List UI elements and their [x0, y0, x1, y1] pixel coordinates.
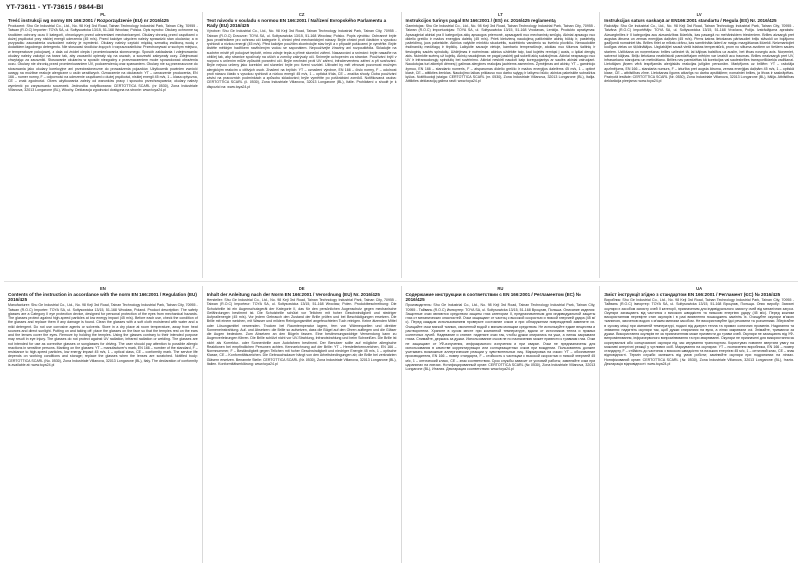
- section-lt: [401, 12, 600, 278]
- section-body: Producent: Shu Ge Industrial Co., Ltd., No. 98 Keji 3rd Road, Tainan Technology Industrial Park, Tainan City, 70955 - Taiwan (R.O.C) Importer: TOYA SA, ul. Sołtysowicka 13/15, 51-168 Wrocław, Polska. Opis wyrobu: Okulary ochronne są środkiem ochrony oczu II kategorii, chroniącym przed uderzeniami mechanicznymi. Okulary chronią przed cząstkami o dużej prędkości przy niskiej energii uderzenia (45 m/s). Przed każdym użyciem należy sprawdzić stan okularów, a w przypadku zauważenia uszkodzeń należy je wymienić. Okulary należy czyścić miękką szmatką zwilżoną wodą z dodatkiem łagodnego detergentu. Nie stosować środków żrących i rozpuszczalników. Przechowywać w suchym miejscu, w temperaturze pokojowej, z dala od źródeł ciepła i promieniowania słonecznego. Sposób zakładania i zdejmowania: okulary należy założyć na twarz tak, aby zauszniki opierały się na uszach, a soczewki zakrywały oczy. Zdejmować chwytając za zauszniki. Stosowanie okularów w sposób niezgodny z przeznaczeniem może spowodować obrażenia oczu. Okulary nie chronią przed promieniowaniem UV, podczerwienią oraz spawaniem. Okulary nie są przeznaczone do stosowania jako okulary korekcyjne ani przeciwsłoneczne do prowadzenia pojazdów. Użytkownik powinien zwrócić uwagę na możliwe reakcje alergiczne u osób wrażliwych. Oznaczenie na okularach: YT – oznaczenie producenta, EN 166 – numer normy, F – odporność na uderzenie cząstkami o dużej prędkości, niskiej energii 45 m/s, 1 – klasa optyczna, CE – znak zgodności. Okres użytkowania zależy od warunków pracy i sposobu przechowywania; okulary należy wymienić po zarysowaniu soczewek. Jednostka notyfikowana: CERTOTTICA SCARL (nr 0530), Zona Industriale Villanova, 32013 Longarone (BL), Włochy. Deklaracja zgodności dostępna na stronie: www.toya24.pl: [8, 24, 198, 92]
- language-code: DE: [298, 286, 305, 291]
- section-heading: Text návodu v souladu s normou EN 166:2001 / Nařízení Evropského Parlamentu a Rady (EU) 2016/425: [206, 18, 387, 29]
- language-code: LT: [497, 12, 503, 17]
- section-body: Производитель: Shu Ge Industrial Co., Ltd., No. 98 Keji 3rd Road, Tainan Technology Industrial Park, Tainan City, 70955 - Тайвань (R.O.C) Импортер: TOYA SA, ul. Sołtysowicka 13/15, 51-168 Вроцлав, Польша. Описание изделия: Защитные очки являются средством защиты глаз категории II, предназначенным для индивидуальной защиты глаз от механических опасностей. Очки защищают от частиц с высокой скоростью и низкой энергией удара (45 м/с). Перед каждым использованием проверьте состояние очков и при обнаружении повреждений замените их. Очищайте очки мягкой тканью, смоченной водой с мягким моющим средством. Не используйте едкие вещества и растворители. Храните в сухом месте при комнатной температуре, вдали от источников тепла и прямых солнечных лучей. Надевание и снятие: наденьте очки так, чтобы дужки опирались на уши, а линзы закрывали глаза. Снимайте, держась за дужки. Использование очков не по назначению может привести к травмам глаз. Очки не защищают от УФ-излучения, инфракрасного излучения и при сварке. Очки не предназначены для использования в качестве корректирующих или солнцезащитных очков при вождении. Пользователь должен учитывать возможные аллергические реакции у чувствительных лиц. Маркировка на очках: YT – обозначение производителя, EN 166 – номер стандарта, F – стойкость к частицам с высокой скоростью и низкой энергией 45 м/с, 1 – оптический класс, CE – знак соответствия. Срок службы зависит от условий работы; заменяйте очки при царапинах на линзах. Нотифицированный орган: CERTOTTICA SCARL (№ 0530), Zona Industriale Villanova, 32013 Longarone (BL), Италия. Декларация соответствия: www.toya24.pl: [405, 303, 596, 372]
- row-divider: [4, 281, 798, 282]
- section-de: [202, 286, 401, 563]
- section-heading: Treść instrukcji wg normy EN 166:2001 / Rozporządzenie (EU) nr 2016/425: [8, 18, 169, 23]
- section-heading: Зміст інструкції згідно з стандартом EN 166:2001 / Регламент (ЄС) № 2016/425: [604, 292, 781, 297]
- section-ru: [401, 286, 600, 563]
- section-body: Gamintojas: Shu Ge Industrial Co., Ltd., No. 98 Keji 3rd Road, Tainan Technology Industrial Park, Tainan City, 70955 - Taiwan (R.O.C) Importuotojas: TOYA SA, ul. Sołtysowicka 13/15, 51-168 Vroclavas, Lenkija. Produkto aprašymas: Apsauginiai akiniai yra II kategorijos akių apsaugos priemonė, apsauganti nuo mechaninių smūgių. Akiniai apsaugo nuo didelio greičio ir mažos energijos dalelių (45 m/s). Prieš kiekvieną naudojimą patikrinkite akinių būklę ir, pastebėję pažeidimų, juos pakeiskite. Akinius valykite minkštu skudurėliu, sudrėkintu vandeniu su švelniu plovikliu. Nenaudokite ėsdinančių medžiagų ir tirpiklių. Laikykite sausoje vietoje, kambario temperatūroje, atokiau nuo šilumos šaltinių ir tiesioginių saulės spindulių. Uždėjimas ir nuėmimas: akinius uždėkite taip, kad kojelės remtųsi į ausis, o lęšiai dengtų akis. Nuimkite suėmę už kojelių. Akinių naudojimas ne pagal paskirtį gali sukelti akių sužalojimus. Akiniai neapsaugo nuo UV ir infraraudonųjų spindulių bei suvirinimo. Akiniai neskirti naudoti kaip koreguojantys ar saulės akiniai vairuojant. Naudotojas turi atkreipti dėmesį į galimas alergines reakcijas jautriems asmenims. Žymėjimas ant akinių: YT – gamintojo žymuo, EN 166 – standarto numeris, F – atsparumas didelio greičio ir mažos energijos dalelėms 45 m/s, 1 – optinė klasė, CE – atitikties ženklas. Naudojimo laikas priklauso nuo darbo sąlygų ir laikymo būdo; akinius pakeiskite subraižius lęšius. Notifikuotoji įstaiga: CERTOTTICA SCARL (nr. 0530), Zona Industriale Villanova, 32013 Longarone (BL), Italija. Atitikties deklaraciją galima rasti: www.toya24.pl: [405, 24, 596, 84]
- section-en: [4, 286, 202, 563]
- section-pl: [4, 12, 202, 278]
- language-code: UA: [696, 286, 703, 291]
- language-code: LV: [696, 12, 702, 17]
- section-body: Виробник: Shu Ge Industrial Co., Ltd., No. 98 Keji 3rd Road, Tainan Technology Industrial Park, Tainan City, 70955 - Тайвань (R.O.C) Імпортер: TOYA SA, ul. Sołtysowicka 13/15, 51-168 Вроцлав, Польща. Опис виробу: Захисні окуляри є засобом захисту очей II категорії, призначеним для індивідуального захисту очей від механічних загроз. Окуляри захищають від частинок з високою швидкістю та низькою енергією удару (45 м/с). Перед кожним використанням перевірте стан окулярів і в разі виявлення пошкоджень замініть їх. Очищуйте окуляри м'якою тканиною, змоченою водою з м'яким миючим засобом. Не використовуйте їдкі речовини та розчинники. Зберігайте в сухому місці при кімнатній температурі, подалі від джерел тепла та прямих сонячних променів. Надягання та знімання: надягніть окуляри так, щоб дужки спиралися на вуха, а лінзи закривали очі. Знімайте, тримаючи за дужки. Використання окулярів не за призначенням може призвести до травм очей. Окуляри не захищають від УФ-випромінювання, інфрачервоного випромінювання та при зварюванні. Окуляри не призначені для використання як коригувальні або сонцезахисні окуляри під час керування транспортом. Користувач повинен звертати увагу на можливі алергічні реакції у чутливих осіб. Маркування на окулярах: YT – позначення виробника, EN 166 – номер стандарту, F – стійкість до частинок з високою швидкістю та низькою енергією 45 м/с, 1 – оптичний клас, CE – знак відповідності. Термін служби залежить від умов роботи; замінюйте окуляри при подряпинах на лінзах. Нотифікований орган: CERTOTTICA SCARL (№ 0530), Zona Industriale Villanova, 32013 Longarone (BL), Італія. Декларація відповідності: www.toya24.pl: [604, 298, 794, 366]
- section-heading: Instrukcijas saturs saskaņā ar EN166:2001 standartu / Regula (ES) Nr. 2016/425: [604, 18, 777, 23]
- language-code: PL: [100, 12, 106, 17]
- top-row: [4, 12, 798, 278]
- section-body: Výrobce: Shu Ge Industrial Co., Ltd., No. 98 Keji 3rd Road, Tainan Technology Industrial Park, Tainan City, 70955 - Taiwan (R.O.C) Dovozce: TOYA SA, ul. Sołtysowicka 13/15, 51-168 Wrocław, Polsko. Popis výrobku: Ochranné brýle jsou prostředkem pro ochranu očí kategorie II, chrání před mechanickými nárazy. Brýle chrání proti částicím s vysokou rychlostí a nízkou energií (45 m/s). Před každým použitím zkontrolujte stav brýlí a v případě poškození je vyměňte. Brýle čistěte měkkým hadříkem navlhčeným vodou se saponátem. Nepoužívejte žíraviny ani rozpouštědla. Skladujte na suchém místě při pokojové teplotě, mimo zdroje tepla a přímé sluneční záření. Nasazování a snímání: brýle nasaďte na obličej tak, aby stranice spočívaly na uších a zorníky zakrývaly oči. Snímejte uchopením za stranice. Používání brýlí v rozporu s určením může způsobit poranění očí. Brýle nechrání proti UV záření, infračervenému záření a při svařování. Brýle nejsou určeny jako korekční ani sluneční brýle pro řízení vozidel. Uživatel by měl věnovat pozornost možným alergickým reakcím u citlivých osob. Značení na brýlích: YT – označení výrobce, EN 166 – číslo normy, F – odolnost proti nárazu částic s vysokou rychlostí a nízkou energií 45 m/s, 1 – optická třída, CE – značka shody. Doba používání závisí na pracovních podmínkách a způsobu skladování; brýle vyměňte po poškrábání zorníků. Notifikovaná osoba: CERTOTTICA SCARL (č. 0530), Zona Industriale Villanova, 32013 Longarone (BL), Itálie. Prohlášení o shodě je k dispozici na: www.toya24.pl: [206, 29, 397, 89]
- section-lv: [599, 12, 798, 278]
- language-code: RU: [497, 286, 504, 291]
- section-heading: Содержание инструкции в соответствии с EN 166:2001 / Регламентом (ЕС) № 2016/425: [405, 292, 581, 303]
- section-heading: Contents of the instruction in accordance with the norm EN 166:2001 / Regulation (EU) 2016/425: [8, 292, 197, 303]
- language-code: CZ: [298, 12, 305, 17]
- section-body: Manufacturer: Shu Ge Industrial Co., Ltd., No. 98 Keji 3rd Road, Tainan Technology Industrial Park, Tainan City, 70955 - Taiwan (R.O.C) Importer: TOYA SA, ul. Sołtysowicka 13/15, 51-168 Wrocław, Poland. Product description: The safety glasses are a Category II eye protection device, designed for personal protection of the eyes from mechanical hazards. The glasses protect against high-speed particles at low energy impact (45 m/s). Before each use, check the condition of the glasses and replace them if any damage is found. Clean the glasses with a soft cloth moistened with water and a mild detergent. Do not use corrosive agents or solvents. Store in a dry place at room temperature, away from heat sources and direct sunlight. Putting on and taking off: place the glasses on the face so that the temples rest on the ears and the lenses cover the eyes. Remove by holding the temples. Using the glasses contrary to their intended purpose may result in eye injury. The glasses do not protect against UV radiation, infrared radiation or welding. The glasses are not intended for use as corrective glasses or sunglasses for driving. The user should pay attention to possible allergic reactions in sensitive persons. Marking on the glasses: YT – manufacturer's mark, EN 166 – number of the standard, F – resistance to high-speed particles, low energy impact 45 m/s, 1 – optical class, CE – conformity mark. The service life depends on working conditions and storage; replace the glasses when the lenses are scratched. Notified body: CERTOTTICA SCARL (No. 0530), Zona Industriale Villanova, 32013 Longarone (BL), Italy. The declaration of conformity is available at: www.toya24.pl: [8, 303, 198, 367]
- document-title: YT-73611 - YT-73615 / 9844-BI: [6, 4, 104, 11]
- section-heading: Inhalt der Anleitung nach der Norm EN 166:2001 / Verordnung (EU) Nr. 2016/425: [206, 292, 380, 297]
- section-ua: [599, 286, 798, 563]
- language-code: EN: [99, 286, 106, 291]
- section-heading: Instrukcijos turinys pagal EN 166:2001 / (ES) nr. 2016/425 reglamentą: [405, 18, 556, 23]
- bottom-row: [4, 286, 798, 563]
- section-cz: [202, 12, 401, 278]
- section-body: Ražotājs: Shu Ge Industrial Co., Ltd., No. 98 Keji 3rd Road, Tainan Technology Industrial Park, Tainan City, 70955 - Taivāna (R.O.C) Importētājs: TOYA SA, ul. Sołtysowicka 13/15, 51-168 Vroclava, Polija. Izstrādājuma apraksts: Aizsargbrilles ir II kategorijas acu aizsardzības līdzeklis, kas pasargā no mehāniskiem triecieniem. Brilles aizsargā pret augstas ātruma un zemas enerģijas daļiņām (45 m/s). Pirms katras lietošanas pārbaudiet briļļu stāvokli un bojājumu gadījumā nomainiet tās. Brilles tīriet ar mīkstu drānu, kas samitrināta ūdenī ar maigu mazgāšanas līdzekli. Neizmantojiet kodīgas vielas un šķīdinātājus. Uzglabājiet sausā vietā istabas temperatūrā, prom no siltuma avotiem un tiešiem saules stariem. Uzlikšana un noņemšana: brilles uzlieciet tā, lai kājiņas balstītos uz ausīm, bet lēcas nosegtu acis. Noņemiet, satverot kājiņas. Briļļu lietošana neatbilstoši paredzētajam mērķim var izraisīt acu traumas. Brilles neaizsargā pret UV, infrasarkano starojumu un metināšanu. Brilles nav paredzētas kā korekcijas vai saulesbrilles transportlīdzekļa vadīšanai. Lietotājam jāņem vērā iespējamās alerģiskās reakcijas jutīgām personām. Marķējums uz brillēm: YT – ražotāja apzīmējums, EN 166 – standarta numurs, F – izturība pret augsta ātruma, zemas enerģijas daļiņām 45 m/s, 1 – optiskā klase, CE – atbilstības zīme. Lietošanas ilgums atkarīgs no darba apstākļiem; nomainiet brilles, ja lēcas ir saskrāpētas. Paziņotā iestāde: CERTOTTICA SCARL (Nr. 0530), Zona Industriale Villanova, 32013 Longarone (BL), Itālija. Atbilstības deklarācija pieejama: www.toya24.pl: [604, 24, 794, 84]
- section-body: Hersteller: Shu Ge Industrial Co., Ltd., No. 98 Keji 3rd Road, Tainan Technology Industrial Park, Tainan City, 70955 - Taiwan (R.O.C) Importeur: TOYA SA, ul. Sołtysowicka 13/15, 51-168 Wrocław, Polen. Produktbeschreibung: Die Schutzbrille ist ein Augenschutzgerät der Kategorie II, das für den persönlichen Augenschutz gegen mechanische Gefährdungen bestimmt ist. Die Schutzbrille schützt vor Teilchen mit hoher Geschwindigkeit und niedriger Aufprallenergie (45 m/s). Vor jedem Gebrauch den Zustand der Brille prüfen und bei Beschädigungen ersetzen. Die Brille mit einem weichen, mit Wasser und mildem Reinigungsmittel angefeuchteten Tuch reinigen. Keine ätzenden Mittel oder Lösungsmittel verwenden. Trocken bei Raumtemperatur lagern, fern von Wärmequellen und direkter Sonneneinstrahlung. Auf- und Absetzen: die Brille so aufsetzen, dass die Bügel auf den Ohren aufliegen und die Gläser die Augen bedecken. Zum Absetzen an den Bügeln fassen. Eine bestimmungswidrige Verwendung kann zu Augenverletzungen führen. Die Brille schützt nicht vor UV-Strahlung, Infrarotstrahlung und beim Schweißen. Die Brille ist nicht als Korrektur- oder Sonnenbrille zum Autofahren bestimmt. Der Benutzer sollte auf mögliche allergische Reaktionen bei empfindlichen Personen achten. Kennzeichnung auf der Brille: YT – Herstellerkennzeichen, EN 166 – Normnummer, F – Beständigkeit gegen Teilchen mit hoher Geschwindigkeit und niedriger Energie 45 m/s, 1 – optische Klasse, CE – Konformitätszeichen. Die Gebrauchsdauer hängt von den Arbeitsbedingungen ab; die Brille bei zerkratzten Gläsern ersetzen. Benannte Stelle: CERTOTTICA SCARL (Nr. 0530), Zona Industriale Villanova, 32013 Longarone (BL), Italien. Konformitätserklärung: www.toya24.pl: [206, 298, 397, 366]
